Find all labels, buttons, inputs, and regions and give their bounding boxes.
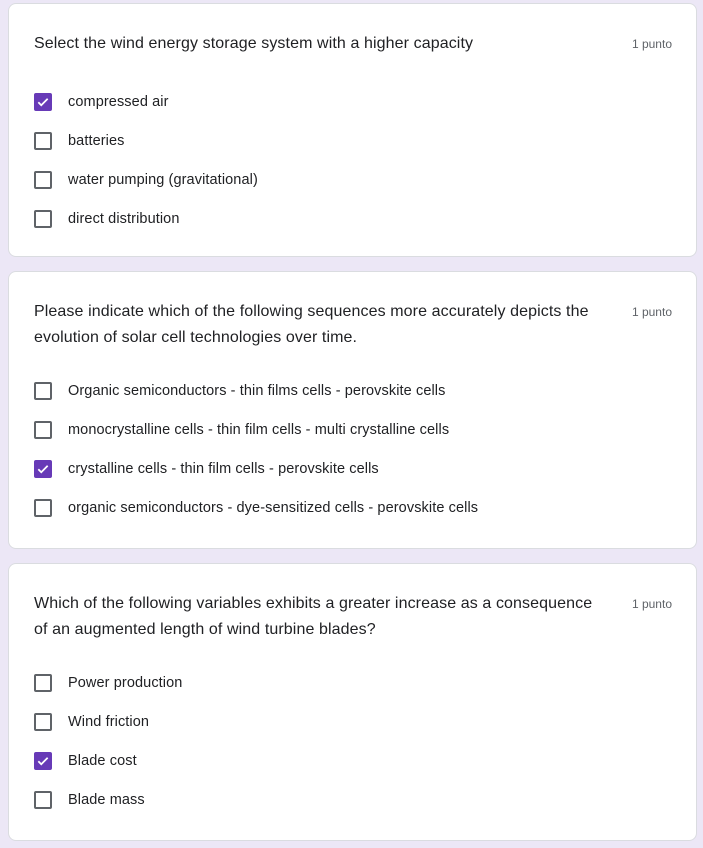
question-points: 1 punto [631, 597, 672, 611]
option-mono-thin-multi[interactable] [34, 410, 672, 449]
option-organic-dye-perovskite[interactable] [34, 488, 672, 527]
checkbox[interactable] [34, 713, 52, 731]
checkbox[interactable] [34, 382, 52, 400]
question-header [34, 591, 672, 643]
option-label: batteries [68, 132, 125, 149]
checkmark-icon [36, 754, 50, 768]
checkbox[interactable] [34, 210, 52, 228]
checkbox[interactable] [34, 421, 52, 439]
options-list [34, 663, 672, 819]
checkbox[interactable] [34, 93, 52, 111]
checkbox[interactable] [34, 499, 52, 517]
option-blade-cost[interactable] [34, 741, 672, 780]
question-card-solar-evolution [8, 271, 697, 549]
question-title: Select the wind energy storage system with a higher capacity [34, 35, 474, 52]
option-label: organic semiconductors - dye-sensitized cells - perovskite cells [68, 499, 479, 516]
option-label: monocrystalline cells - thin film cells - multi crystalline cells [68, 421, 450, 438]
checkbox[interactable] [34, 791, 52, 809]
question-card-wind-storage [8, 3, 697, 257]
question-header [34, 31, 672, 57]
option-crystalline-thin-perovskite[interactable] [34, 449, 672, 488]
option-label: Power production [68, 674, 183, 691]
checkbox[interactable] [34, 171, 52, 189]
option-label: water pumping (gravitational) [68, 171, 258, 188]
checkbox[interactable] [34, 752, 52, 770]
option-label: Organic semiconductors - thin films cells - perovskite cells [68, 382, 446, 399]
question-title: Please indicate which of the following sequences more accurately depicts the evolution of solar cell technologies over time. [34, 303, 589, 346]
option-label: Wind friction [68, 713, 150, 730]
question-points: 1 punto [631, 305, 672, 319]
option-batteries[interactable] [34, 121, 672, 160]
option-label: crystalline cells - thin film cells - perovskite cells [68, 460, 379, 477]
checkmark-icon [36, 95, 50, 109]
option-blade-mass[interactable] [34, 780, 672, 819]
checkbox[interactable] [34, 460, 52, 478]
question-header [34, 299, 672, 351]
option-power-production[interactable] [34, 663, 672, 702]
option-organic-thin-perovskite[interactable] [34, 371, 672, 410]
option-label: direct distribution [68, 210, 180, 227]
checkbox[interactable] [34, 674, 52, 692]
option-label: Blade cost [68, 752, 137, 769]
option-label: compressed air [68, 93, 169, 110]
options-list [34, 371, 672, 527]
option-label: Blade mass [68, 791, 145, 808]
question-card-turbine-blades [8, 563, 697, 841]
checkbox[interactable] [34, 132, 52, 150]
option-water-pumping[interactable] [34, 160, 672, 199]
option-direct-distribution[interactable] [34, 199, 672, 238]
option-compressed-air[interactable] [34, 82, 672, 121]
question-title: Which of the following variables exhibits a greater increase as a consequence of an augmented length of wind turbine blades? [34, 595, 593, 638]
option-wind-friction[interactable] [34, 702, 672, 741]
checkmark-icon [36, 462, 50, 476]
options-list [34, 82, 672, 238]
question-points: 1 punto [631, 37, 672, 51]
